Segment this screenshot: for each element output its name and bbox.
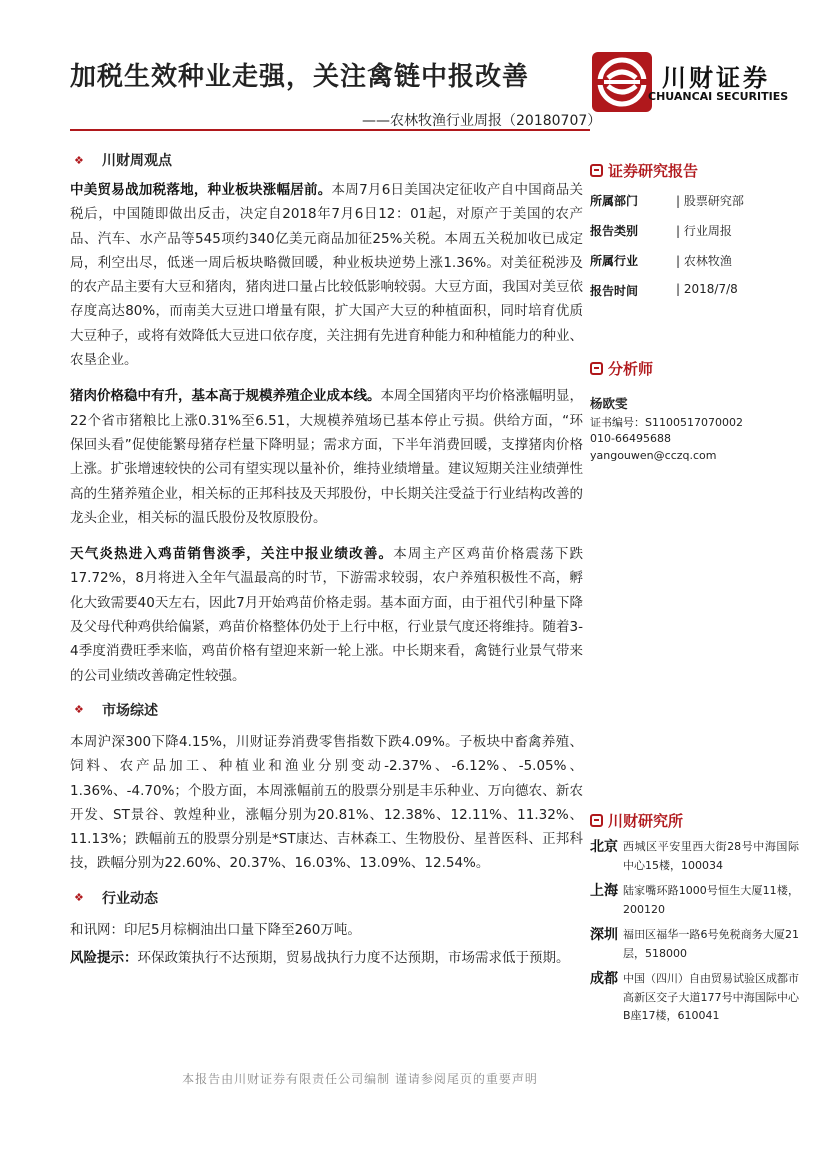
paragraph-lead: 猪肉价格稳中有升，基本高于规模养殖企业成本线。 <box>70 388 381 405</box>
office-address: 福田区福华一路6号免税商务大厦21层，518000 <box>623 928 799 960</box>
institute-heading <box>590 810 800 830</box>
office-address: 西城区平安里西大街28号中海国际中心15楼，100034 <box>623 840 799 872</box>
footer-disclaimer: 本报告由川财证券有限责任公司编制 谨请参阅尾页的重要声明 <box>182 1072 538 1086</box>
diamond-bullet-icon: ❖ <box>74 153 84 167</box>
section-heading-label: 市场综述 <box>102 702 158 719</box>
sidebar-analyst <box>590 358 800 464</box>
section-heading-label: 行业动态 <box>102 890 158 907</box>
info-row-category <box>590 222 800 252</box>
info-value: | 2018/7/8 <box>676 282 738 296</box>
office-beijing <box>590 838 800 875</box>
report-subtitle: ——农林牧渔行业周报（20180707） <box>362 113 602 129</box>
report-info-heading <box>590 160 800 180</box>
risk-warning <box>70 946 583 970</box>
analyst-heading-label: 分析师 <box>608 359 654 378</box>
analyst-phone: 010-66495688 <box>590 432 671 445</box>
paragraph-lead: 天气炎热进入鸡苗销售淡季，关注中报业绩改善。 <box>70 546 394 563</box>
risk-label: 风险提示： <box>70 950 138 967</box>
chuancai-logo-icon <box>590 50 654 114</box>
paragraph-body: 本周全国猪肉平均价格涨幅明显，22个省市猪粮比上涨0.31%至6.51，大规模养殖场已基本停止亏损。供给方面，“环保回头看”促使能繁母猪存栏量下降明显；需求方面，下半年消费回暖，支撑猪肉价格上涨。扩张增速较快的公司有望实现以量补价，维持业绩增量。建议短期关注业绩弹性高的生猪养殖企业，相关标的正邦科技及天邦股份，中长期关注受益于行业结构改善的龙头企业，相关标的温氏股份及牧原股份。 <box>70 388 583 526</box>
info-value: | 行业周报 <box>676 224 732 238</box>
view-paragraph-2 <box>70 384 583 530</box>
office-shenzhen <box>590 926 800 963</box>
diamond-bullet-icon: ❖ <box>74 891 84 905</box>
square-bullet-icon <box>590 814 603 827</box>
view-paragraph-3 <box>70 542 583 688</box>
section-heading-label: 川财周观点 <box>102 153 172 169</box>
office-chengdu <box>590 970 800 1026</box>
analyst-cert: 证书编号：S1100517070002 <box>590 415 743 429</box>
office-city: 成都 <box>590 971 618 987</box>
section-heading-industry <box>70 888 583 908</box>
analyst-email[interactable]: yangouwen@cczq.com <box>590 448 717 462</box>
office-city: 北京 <box>590 839 618 855</box>
paragraph-lead: 中美贸易战加税落地，种业板块涨幅居前。 <box>70 182 332 198</box>
report-title: 加税生效种业走强，关注禽链中报改善 <box>70 62 530 92</box>
office-city: 上海 <box>590 883 618 899</box>
square-bullet-icon <box>590 164 603 177</box>
sidebar-institute <box>590 810 800 1033</box>
info-key: 所属行业 <box>590 254 639 268</box>
section-heading-market <box>70 700 583 720</box>
brand-name-cn: 川财证券 <box>662 64 770 92</box>
info-key: 报告类别 <box>590 224 639 238</box>
section-heading-view <box>70 150 583 170</box>
report-info-heading-label: 证券研究报告 <box>608 161 699 180</box>
office-city: 深圳 <box>590 927 618 943</box>
info-value: | 股票研究部 <box>676 194 744 208</box>
sidebar-report-info <box>590 160 800 312</box>
diamond-bullet-icon: ❖ <box>74 703 84 717</box>
industry-news: 和讯网：印尼5月棕榈油出口量下降至260万吨。 <box>70 921 361 938</box>
info-row-industry <box>590 252 800 282</box>
square-bullet-icon <box>590 362 603 375</box>
info-key: 所属部门 <box>590 194 639 208</box>
market-paragraph: 本周沪深300下降4.15%，川财证券消费零售指数下跌4.09%。子板块中畜禽养殖、饲料、农产品加工、种植业和渔业分别变动-2.37%、-6.12%、-5.05%、1.36%、-4.70%；个股方面，本周涨幅前五的股票分别是丰乐种业、万向德农、新农开发、ST景谷、敦煌种业，涨幅分别为20.81%、12.38%、12.11%、11.32%、11.13%；跌幅前五的股票分别是*ST康达、吉林森工、生物股份、星普医科、正邦科技，跌幅分别为22.60%、20.37%、16.03%、13.09%、12.54%。 <box>70 733 583 872</box>
header-divider <box>70 129 590 131</box>
paragraph-body: 本周7月6日美国决定征收产自中国商品关税后，中国随即做出反击，决定自2018年7月6日12：01起，对原产于美国的农产品、汽车、水产品等545项约340亿美元商品加征25%关税。本周五关税加收已成定局，利空出尽，低迷一周后板块略微回暖，种业板块逆势上涨1.36%。对美征税涉及的农产品主要有大豆和猪肉，猪肉进口量占比较低影响较弱。大豆方面，我国对美豆依存度高达80%，而南美大豆进口增量有限，扩大国产大豆的种植面积，同时培育优质大豆种子，或将有效降低大豆进口依存度，关注拥有先进育种能力和种植能力的种业、农垦企业。 <box>70 182 583 369</box>
info-value: | 农林牧渔 <box>676 254 732 268</box>
info-row-date <box>590 282 800 312</box>
institute-heading-label: 川财研究所 <box>608 811 684 830</box>
paragraph-body: 本周主产区鸡苗价格震荡下跌17.72%，8月将进入全年气温最高的时节，下游需求较弱，农户养殖积极性不高，孵化大致需要40天左右，因此7月开始鸡苗价格走弱。基本面方面，由于祖代引种量下降及父母代种鸡供给偏紧，鸡苗价格整体仍处于上行中枢，行业景气度还将维持。随着3-4季度消费旺季来临，鸡苗价格有望迎来新一轮上涨。中长期来看，禽链行业景气带来的公司业绩改善确定性较强。 <box>70 546 584 684</box>
risk-text: 环保政策执行不达预期，贸易战执行力度不达预期，市场需求低于预期。 <box>137 950 570 967</box>
info-row-department <box>590 192 800 222</box>
office-address: 陆家嘴环路1000号恒生大厦11楼，200120 <box>623 884 799 916</box>
brand-name-en: CHUANCAI SECURITIES <box>648 90 789 103</box>
main-content <box>70 150 583 982</box>
info-key: 报告时间 <box>590 284 639 298</box>
office-address: 中国（四川）自由贸易试验区成都市高新区交子大道177号中海国际中心B座17楼，610041 <box>623 972 799 1022</box>
analyst-heading <box>590 358 800 378</box>
view-paragraph-1 <box>70 178 583 372</box>
office-shanghai <box>590 882 800 919</box>
analyst-block <box>590 396 800 464</box>
analyst-name: 杨欧雯 <box>590 396 628 411</box>
